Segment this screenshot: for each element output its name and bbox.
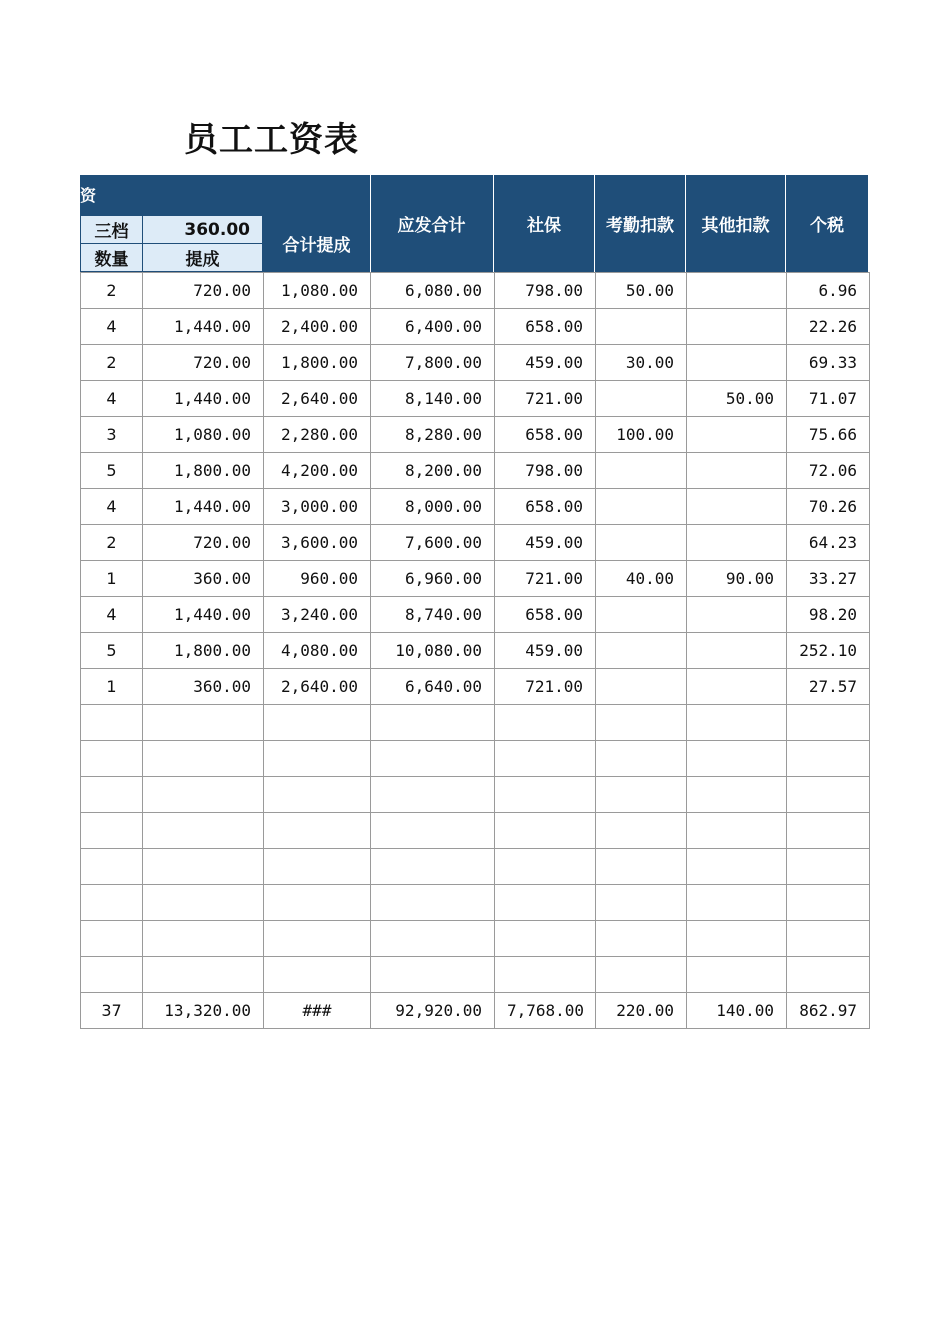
social-security-cell[interactable]: 658.00 — [495, 417, 596, 453]
commission-cell[interactable] — [143, 921, 264, 957]
table-row — [81, 525, 870, 561]
totals-row — [81, 993, 870, 1029]
social-security-cell[interactable] — [495, 813, 596, 849]
social-security-cell[interactable] — [495, 885, 596, 921]
tax-cell[interactable] — [787, 885, 870, 921]
commission-cell[interactable]: 1,080.00 — [143, 417, 264, 453]
total-commission-cell[interactable] — [264, 741, 371, 777]
total-commission-cell[interactable]: 3,600.00 — [264, 525, 371, 561]
gross-total-cell[interactable] — [371, 849, 495, 885]
other-deduction-cell[interactable] — [687, 525, 787, 561]
social-security-cell[interactable]: 658.00 — [495, 489, 596, 525]
other-deduction-cell[interactable] — [687, 417, 787, 453]
tax-cell[interactable]: 252.10 — [787, 633, 870, 669]
gross-total-cell[interactable] — [371, 705, 495, 741]
quantity-cell[interactable] — [81, 921, 143, 957]
gross-total-cell[interactable] — [371, 777, 495, 813]
table-row — [81, 417, 870, 453]
header-other-deduction[interactable]: 其他扣款 — [701, 216, 770, 236]
tax-cell[interactable] — [787, 849, 870, 885]
attendance-deduction-cell[interactable] — [596, 813, 687, 849]
tax-cell[interactable]: 27.57 — [787, 669, 870, 705]
other-deduction-cell[interactable] — [687, 345, 787, 381]
quantity-cell[interactable] — [81, 777, 143, 813]
attendance-deduction-cell[interactable] — [596, 309, 687, 345]
social-security-cell[interactable] — [495, 777, 596, 813]
total-commission-cell[interactable]: ### — [264, 993, 371, 1029]
commission-cell[interactable]: 13,320.00 — [143, 993, 264, 1029]
attendance-deduction-cell[interactable] — [596, 669, 687, 705]
quantity-cell[interactable]: 1 — [81, 669, 143, 705]
attendance-deduction-cell[interactable] — [596, 885, 687, 921]
attendance-deduction-cell[interactable]: 50.00 — [596, 273, 687, 309]
social-security-cell[interactable] — [495, 957, 596, 993]
attendance-deduction-cell[interactable] — [596, 597, 687, 633]
social-security-cell[interactable]: 459.00 — [495, 345, 596, 381]
gross-total-cell[interactable]: 6,960.00 — [371, 561, 495, 597]
attendance-deduction-cell[interactable] — [596, 705, 687, 741]
total-commission-cell[interactable] — [264, 849, 371, 885]
quantity-cell[interactable]: 3 — [81, 417, 143, 453]
tax-cell[interactable]: 6.96 — [787, 273, 870, 309]
other-deduction-cell[interactable] — [687, 957, 787, 993]
commission-cell[interactable]: 1,440.00 — [143, 381, 264, 417]
total-commission-cell[interactable]: 1,080.00 — [264, 273, 371, 309]
quantity-cell[interactable]: 4 — [81, 489, 143, 525]
tax-cell[interactable] — [787, 705, 870, 741]
table-row — [81, 597, 870, 633]
tax-cell[interactable]: 75.66 — [787, 417, 870, 453]
other-deduction-cell[interactable] — [687, 453, 787, 489]
gross-total-cell[interactable]: 8,280.00 — [371, 417, 495, 453]
tax-cell[interactable]: 862.97 — [787, 993, 870, 1029]
quantity-cell[interactable]: 37 — [81, 993, 143, 1029]
commission-cell[interactable]: 720.00 — [143, 345, 264, 381]
quantity-cell[interactable] — [81, 849, 143, 885]
total-commission-cell[interactable] — [264, 957, 371, 993]
other-deduction-cell[interactable] — [687, 597, 787, 633]
quantity-cell[interactable]: 4 — [81, 309, 143, 345]
gross-total-cell[interactable]: 7,800.00 — [371, 345, 495, 381]
social-security-cell[interactable]: 721.00 — [495, 669, 596, 705]
header-gross-total[interactable]: 应发合计 — [397, 216, 466, 236]
social-security-cell[interactable]: 658.00 — [495, 309, 596, 345]
tax-cell[interactable]: 70.26 — [787, 489, 870, 525]
other-deduction-cell[interactable] — [687, 921, 787, 957]
tax-cell[interactable] — [787, 741, 870, 777]
table-row — [81, 309, 870, 345]
table-row — [81, 633, 870, 669]
table-row — [81, 669, 870, 705]
total-commission-cell[interactable] — [264, 921, 371, 957]
attendance-deduction-cell[interactable]: 30.00 — [596, 345, 687, 381]
tax-cell[interactable]: 72.06 — [787, 453, 870, 489]
total-commission-cell[interactable]: 4,200.00 — [264, 453, 371, 489]
social-security-cell[interactable]: 7,768.00 — [495, 993, 596, 1029]
commission-cell[interactable] — [143, 849, 264, 885]
commission-cell[interactable] — [143, 741, 264, 777]
commission-cell[interactable] — [143, 885, 264, 921]
gross-total-cell[interactable]: 10,080.00 — [371, 633, 495, 669]
attendance-deduction-cell[interactable]: 40.00 — [596, 561, 687, 597]
tax-cell[interactable] — [787, 813, 870, 849]
other-deduction-cell[interactable] — [687, 849, 787, 885]
other-deduction-cell[interactable] — [687, 489, 787, 525]
table-row — [81, 849, 870, 885]
tier-value[interactable]: 360.00 — [142, 215, 263, 244]
tax-cell[interactable] — [787, 957, 870, 993]
attendance-deduction-cell[interactable] — [596, 525, 687, 561]
quantity-cell[interactable] — [81, 813, 143, 849]
quantity-cell[interactable]: 5 — [81, 633, 143, 669]
tax-cell[interactable]: 33.27 — [787, 561, 870, 597]
other-deduction-cell[interactable] — [687, 741, 787, 777]
header-tax[interactable]: 个税 — [810, 216, 844, 236]
commission-cell[interactable] — [143, 705, 264, 741]
gross-total-cell[interactable]: 92,920.00 — [371, 993, 495, 1029]
total-commission-cell[interactable]: 2,280.00 — [264, 417, 371, 453]
gross-total-cell[interactable]: 8,740.00 — [371, 597, 495, 633]
social-security-cell[interactable]: 798.00 — [495, 453, 596, 489]
tax-cell[interactable]: 71.07 — [787, 381, 870, 417]
total-commission-cell[interactable]: 1,800.00 — [264, 345, 371, 381]
other-deduction-cell[interactable] — [687, 669, 787, 705]
table-row — [81, 453, 870, 489]
other-deduction-cell[interactable] — [687, 777, 787, 813]
attendance-deduction-cell[interactable] — [596, 957, 687, 993]
salary-table-body — [81, 273, 870, 1029]
total-commission-cell[interactable]: 2,400.00 — [264, 309, 371, 345]
quantity-cell[interactable] — [81, 741, 143, 777]
table-row — [81, 957, 870, 993]
quantity-cell[interactable]: 1 — [81, 561, 143, 597]
tax-cell[interactable]: 98.20 — [787, 597, 870, 633]
social-security-cell[interactable]: 459.00 — [495, 633, 596, 669]
social-security-cell[interactable] — [495, 849, 596, 885]
attendance-deduction-cell[interactable] — [596, 453, 687, 489]
quantity-cell[interactable] — [81, 957, 143, 993]
total-commission-cell[interactable] — [264, 705, 371, 741]
gross-total-cell[interactable]: 6,640.00 — [371, 669, 495, 705]
attendance-deduction-cell[interactable] — [596, 849, 687, 885]
social-security-cell[interactable]: 459.00 — [495, 525, 596, 561]
header-commission[interactable]: 提成 — [142, 243, 263, 272]
attendance-deduction-cell[interactable] — [596, 741, 687, 777]
gross-total-cell[interactable]: 6,080.00 — [371, 273, 495, 309]
total-commission-cell[interactable] — [264, 777, 371, 813]
commission-cell[interactable]: 1,800.00 — [143, 633, 264, 669]
table-row — [81, 381, 870, 417]
header-social-security[interactable]: 社保 — [527, 216, 561, 236]
quantity-cell[interactable]: 5 — [81, 453, 143, 489]
header-total-commission[interactable]: 合计提成 — [282, 236, 351, 256]
gross-total-cell[interactable]: 6,400.00 — [371, 309, 495, 345]
commission-cell[interactable]: 1,800.00 — [143, 453, 264, 489]
commission-cell[interactable]: 360.00 — [143, 561, 264, 597]
social-security-cell[interactable]: 721.00 — [495, 381, 596, 417]
social-security-cell[interactable] — [495, 741, 596, 777]
commission-cell[interactable] — [143, 813, 264, 849]
commission-cell[interactable]: 1,440.00 — [143, 309, 264, 345]
total-commission-cell[interactable]: 4,080.00 — [264, 633, 371, 669]
quantity-cell[interactable]: 4 — [81, 381, 143, 417]
tier-label[interactable]: 三档 — [80, 215, 143, 244]
social-security-cell[interactable] — [495, 705, 596, 741]
tax-cell[interactable] — [787, 777, 870, 813]
gross-total-cell[interactable]: 8,200.00 — [371, 453, 495, 489]
gross-total-cell[interactable]: 7,600.00 — [371, 525, 495, 561]
table-row — [81, 489, 870, 525]
quantity-cell[interactable]: 2 — [81, 273, 143, 309]
header-quantity[interactable]: 数量 — [80, 243, 143, 272]
quantity-cell[interactable]: 2 — [81, 345, 143, 381]
table-row — [81, 885, 870, 921]
total-commission-cell[interactable]: 3,000.00 — [264, 489, 371, 525]
other-deduction-cell[interactable]: 90.00 — [687, 561, 787, 597]
total-commission-cell[interactable]: 2,640.00 — [264, 669, 371, 705]
total-commission-cell[interactable]: 960.00 — [264, 561, 371, 597]
commission-cell[interactable]: 1,440.00 — [143, 489, 264, 525]
gross-total-cell[interactable] — [371, 885, 495, 921]
other-deduction-cell[interactable]: 140.00 — [687, 993, 787, 1029]
gross-total-cell[interactable] — [371, 741, 495, 777]
table-row — [81, 921, 870, 957]
commission-cell[interactable]: 720.00 — [143, 525, 264, 561]
table-row — [81, 345, 870, 381]
table-row — [81, 741, 870, 777]
attendance-deduction-cell[interactable]: 220.00 — [596, 993, 687, 1029]
gross-total-cell[interactable]: 8,000.00 — [371, 489, 495, 525]
total-commission-cell[interactable] — [264, 885, 371, 921]
gross-total-cell[interactable] — [371, 921, 495, 957]
quantity-cell[interactable]: 4 — [81, 597, 143, 633]
header-attendance-deduction[interactable]: 考勤扣款 — [606, 216, 674, 236]
table-row — [81, 273, 870, 309]
attendance-deduction-cell[interactable] — [596, 633, 687, 669]
other-deduction-cell[interactable] — [687, 633, 787, 669]
page-title: 员工工资表 — [184, 120, 359, 160]
tax-cell[interactable]: 22.26 — [787, 309, 870, 345]
gross-total-cell[interactable]: 8,140.00 — [371, 381, 495, 417]
social-security-cell[interactable]: 798.00 — [495, 273, 596, 309]
quantity-cell[interactable] — [81, 885, 143, 921]
table-row — [81, 705, 870, 741]
commission-cell[interactable]: 720.00 — [143, 273, 264, 309]
commission-cell[interactable]: 360.00 — [143, 669, 264, 705]
header-partial-label: 资 — [80, 186, 97, 205]
attendance-deduction-cell[interactable]: 100.00 — [596, 417, 687, 453]
attendance-deduction-cell[interactable] — [596, 921, 687, 957]
social-security-cell[interactable] — [495, 921, 596, 957]
other-deduction-cell[interactable] — [687, 309, 787, 345]
tax-cell[interactable] — [787, 921, 870, 957]
tax-cell[interactable]: 64.23 — [787, 525, 870, 561]
attendance-deduction-cell[interactable] — [596, 489, 687, 525]
quantity-cell[interactable] — [81, 705, 143, 741]
commission-cell[interactable]: 1,440.00 — [143, 597, 264, 633]
commission-cell[interactable] — [143, 777, 264, 813]
total-commission-cell[interactable]: 3,240.00 — [264, 597, 371, 633]
other-deduction-cell[interactable] — [687, 273, 787, 309]
commission-cell[interactable] — [143, 957, 264, 993]
gross-total-cell[interactable] — [371, 957, 495, 993]
tax-cell[interactable]: 69.33 — [787, 345, 870, 381]
salary-table — [80, 272, 870, 1029]
social-security-cell[interactable]: 721.00 — [495, 561, 596, 597]
social-security-cell[interactable]: 658.00 — [495, 597, 596, 633]
total-commission-cell[interactable]: 2,640.00 — [264, 381, 371, 417]
attendance-deduction-cell[interactable] — [596, 381, 687, 417]
table-row — [81, 777, 870, 813]
other-deduction-cell[interactable] — [687, 885, 787, 921]
attendance-deduction-cell[interactable] — [596, 777, 687, 813]
other-deduction-cell[interactable]: 50.00 — [687, 381, 787, 417]
other-deduction-cell[interactable] — [687, 813, 787, 849]
other-deduction-cell[interactable] — [687, 705, 787, 741]
quantity-cell[interactable]: 2 — [81, 525, 143, 561]
table-row — [81, 813, 870, 849]
gross-total-cell[interactable] — [371, 813, 495, 849]
table-row — [81, 561, 870, 597]
total-commission-cell[interactable] — [264, 813, 371, 849]
